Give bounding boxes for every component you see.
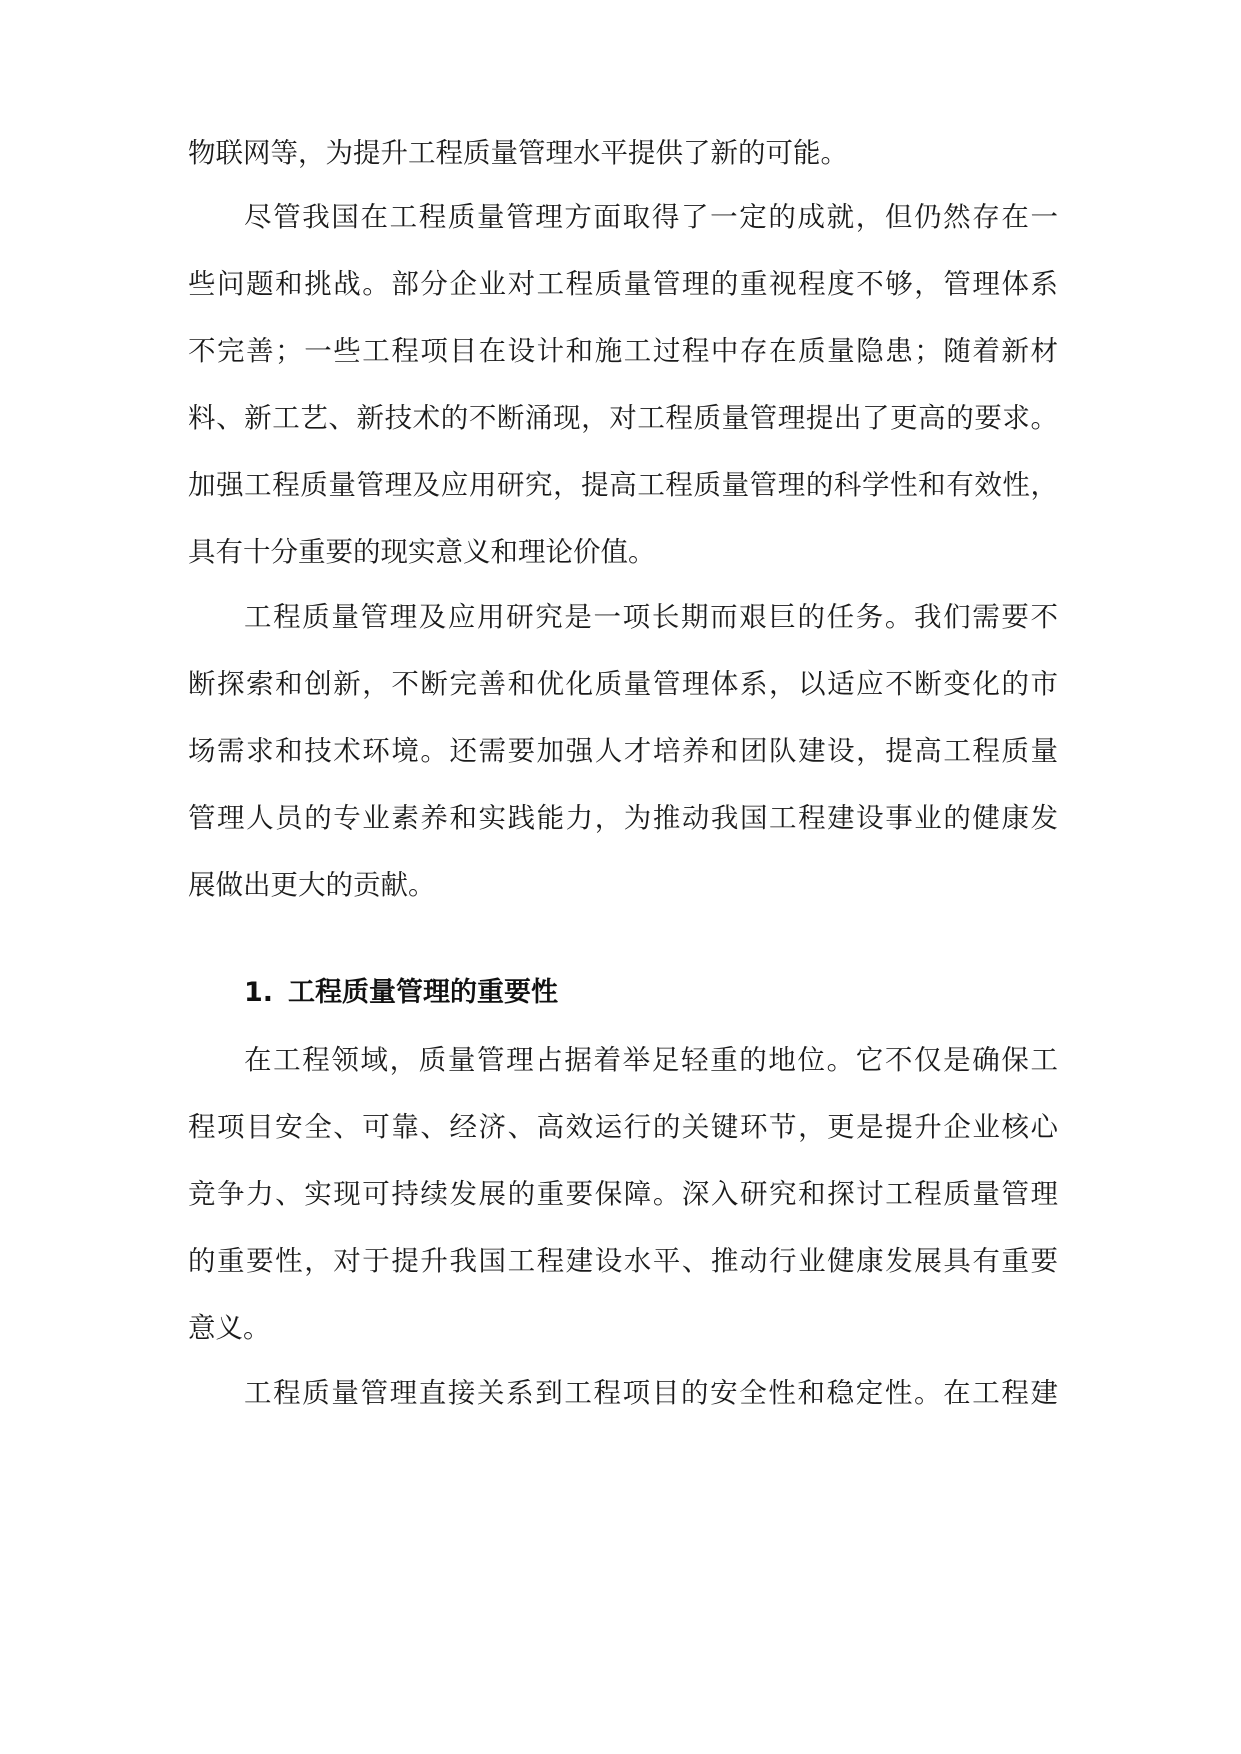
paragraph-line: 加强工程质量管理及应用研究，提高工程质量管理的科学性和有效性， [188, 469, 1058, 501]
paragraph-line: 料、新工艺、新技术的不断涌现，对工程质量管理提出了更高的要求。 [188, 402, 1058, 434]
paragraph-line: 工程质量管理及应用研究是一项长期而艰巨的任务。我们需要不 [244, 601, 1058, 633]
paragraph-line: 场需求和技术环境。还需要加强人才培养和团队建设，提高工程质量 [188, 735, 1058, 767]
paragraph-line: 意义。 [188, 1312, 271, 1344]
paragraph-line: 断探索和创新，不断完善和优化质量管理体系，以适应不断变化的市 [188, 668, 1058, 700]
paragraph-line: 物联网等，为提升工程质量管理水平提供了新的可能。 [188, 137, 848, 169]
paragraph-line: 程项目安全、可靠、经济、高效运行的关键环节，更是提升企业核心 [188, 1111, 1058, 1143]
paragraph-line: 些问题和挑战。部分企业对工程质量管理的重视程度不够，管理体系 [188, 268, 1058, 300]
paragraph-line: 具有十分重要的现实意义和理论价值。 [188, 536, 656, 568]
paragraph-line: 管理人员的专业素养和实践能力，为推动我国工程建设事业的健康发 [188, 802, 1058, 834]
paragraph-line: 竞争力、实现可持续发展的重要保障。深入研究和探讨工程质量管理 [188, 1178, 1058, 1210]
paragraph-line: 工程质量管理直接关系到工程项目的安全性和稳定性。在工程建 [244, 1377, 1058, 1409]
paragraph-line: 的重要性，对于提升我国工程建设水平、推动行业健康发展具有重要 [188, 1245, 1058, 1277]
paragraph-line: 在工程领域，质量管理占据着举足轻重的地位。它不仅是确保工 [244, 1044, 1058, 1076]
section-number: 1. [244, 977, 274, 1008]
paragraph-line: 尽管我国在工程质量管理方面取得了一定的成就，但仍然存在一 [244, 201, 1058, 233]
section-title: 工程质量管理的重要性 [288, 977, 558, 1008]
paragraph-line: 不完善；一些工程项目在设计和施工过程中存在质量隐患；随着新材 [188, 335, 1058, 367]
section-heading [244, 971, 558, 1015]
paragraph-line: 展做出更大的贡献。 [188, 869, 436, 901]
